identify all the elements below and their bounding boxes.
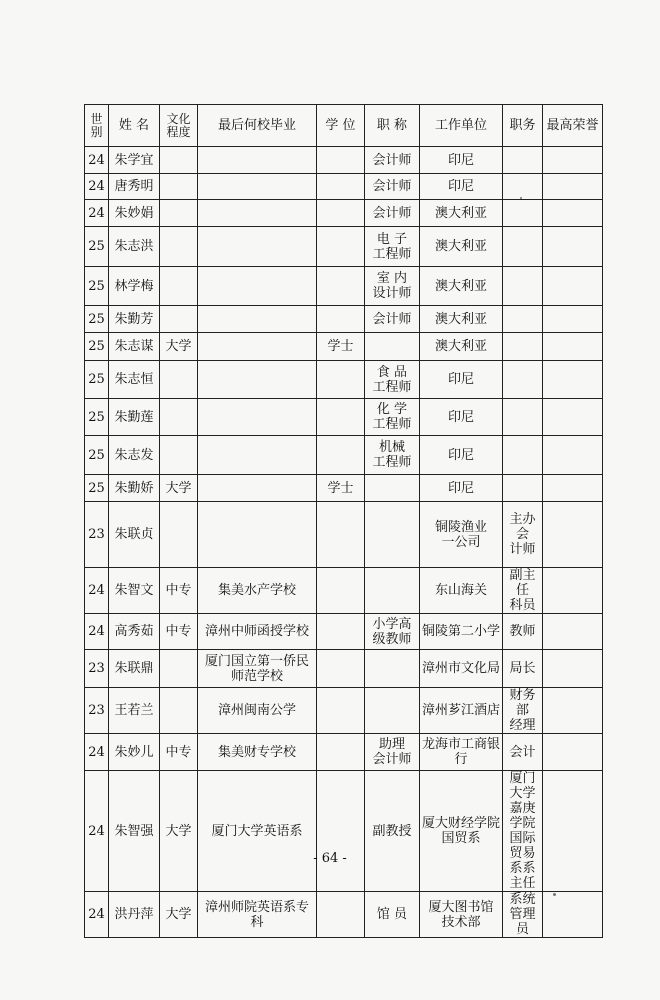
cell-degree	[317, 892, 365, 938]
cell-degree	[317, 174, 365, 200]
cell-school: 集美水产学校	[198, 568, 317, 614]
cell-name: 高秀茹	[109, 614, 160, 650]
cell-degree: 学士	[317, 475, 365, 502]
cell-generation: 23	[85, 650, 109, 688]
cell-education: 中专	[160, 734, 198, 771]
cell-position	[503, 475, 543, 502]
cell-employer: 漳州芗江酒店	[420, 688, 503, 734]
cell-employer: 澳大利亚	[420, 227, 503, 267]
cell-employer: 印尼	[420, 147, 503, 174]
cell-name: 朱勤莲	[109, 399, 160, 436]
cell-education	[160, 267, 198, 306]
cell-position	[503, 147, 543, 174]
cell-generation: 25	[85, 475, 109, 502]
cell-honor	[543, 688, 603, 734]
cell-employer: 澳大利亚	[420, 333, 503, 361]
col-header-position: 职务	[503, 105, 543, 147]
cell-school: 集美财专学校	[198, 734, 317, 771]
cell-title: 室 内 设计师	[365, 267, 420, 306]
cell-school	[198, 306, 317, 333]
cell-honor	[543, 734, 603, 771]
table-row	[85, 568, 603, 614]
cell-title: 电 子 工程师	[365, 227, 420, 267]
cell-title	[365, 650, 420, 688]
table-row	[85, 306, 603, 333]
cell-honor	[543, 502, 603, 568]
cell-school	[198, 267, 317, 306]
cell-name: 朱联贞	[109, 502, 160, 568]
table-row	[85, 436, 603, 475]
cell-name: 朱学宜	[109, 147, 160, 174]
cell-honor	[543, 267, 603, 306]
table-row	[85, 333, 603, 361]
scan-speck	[553, 893, 556, 896]
cell-title	[365, 333, 420, 361]
cell-employer: 印尼	[420, 399, 503, 436]
cell-generation: 25	[85, 436, 109, 475]
cell-employer: 铜陵第二小学	[420, 614, 503, 650]
cell-school	[198, 227, 317, 267]
cell-title: 馆 员	[365, 892, 420, 938]
cell-honor	[543, 771, 603, 892]
cell-title: 化 学 工程师	[365, 399, 420, 436]
table-row	[85, 200, 603, 227]
cell-generation: 23	[85, 688, 109, 734]
cell-honor	[543, 333, 603, 361]
cell-position	[503, 200, 543, 227]
cell-name: 王若兰	[109, 688, 160, 734]
cell-name: 朱勤芳	[109, 306, 160, 333]
cell-position: 财务部 经理	[503, 688, 543, 734]
cell-school	[198, 502, 317, 568]
cell-education	[160, 174, 198, 200]
cell-position	[503, 361, 543, 399]
cell-degree	[317, 267, 365, 306]
table-row	[85, 502, 603, 568]
table-row	[85, 771, 603, 892]
cell-title: 小学高 级教师	[365, 614, 420, 650]
cell-name: 朱志发	[109, 436, 160, 475]
col-header-degree: 学 位	[317, 105, 365, 147]
cell-education	[160, 502, 198, 568]
cell-education	[160, 399, 198, 436]
cell-employer: 龙海市工商银行	[420, 734, 503, 771]
cell-title	[365, 568, 420, 614]
cell-position	[503, 306, 543, 333]
cell-position: 会计	[503, 734, 543, 771]
cell-name: 朱志洪	[109, 227, 160, 267]
cell-generation: 24	[85, 568, 109, 614]
cell-school	[198, 200, 317, 227]
cell-degree	[317, 650, 365, 688]
cell-title: 会计师	[365, 200, 420, 227]
cell-position: 副主任 科员	[503, 568, 543, 614]
cell-position: 教师	[503, 614, 543, 650]
cell-generation: 25	[85, 361, 109, 399]
table-row	[85, 892, 603, 938]
cell-degree	[317, 147, 365, 174]
cell-title	[365, 688, 420, 734]
cell-education	[160, 227, 198, 267]
cell-education: 中专	[160, 614, 198, 650]
cell-education	[160, 650, 198, 688]
cell-position	[503, 399, 543, 436]
cell-education	[160, 436, 198, 475]
cell-name: 洪丹萍	[109, 892, 160, 938]
cell-degree	[317, 306, 365, 333]
cell-education	[160, 147, 198, 174]
cell-position: 系统 管理员	[503, 892, 543, 938]
cell-degree	[317, 399, 365, 436]
cell-honor	[543, 200, 603, 227]
table-row	[85, 614, 603, 650]
cell-title: 副教授	[365, 771, 420, 892]
cell-school	[198, 436, 317, 475]
cell-honor	[543, 399, 603, 436]
cell-employer: 澳大利亚	[420, 306, 503, 333]
table-row	[85, 475, 603, 502]
cell-education: 大学	[160, 333, 198, 361]
cell-honor	[543, 614, 603, 650]
cell-name: 朱志谋	[109, 333, 160, 361]
col-header-honor: 最高荣誉	[543, 105, 603, 147]
cell-name: 朱妙娟	[109, 200, 160, 227]
cell-employer: 厦大财经学院 国贸系	[420, 771, 503, 892]
cell-employer: 印尼	[420, 174, 503, 200]
cell-school	[198, 333, 317, 361]
page-number: - 64 -	[313, 851, 347, 866]
cell-title: 助理 会计师	[365, 734, 420, 771]
cell-generation: 24	[85, 174, 109, 200]
cell-generation: 24	[85, 147, 109, 174]
col-header-generation: 世 别	[85, 105, 109, 147]
cell-education	[160, 306, 198, 333]
cell-school	[198, 361, 317, 399]
cell-title	[365, 502, 420, 568]
header-row	[85, 105, 603, 147]
cell-honor	[543, 147, 603, 174]
cell-honor	[543, 475, 603, 502]
cell-degree	[317, 436, 365, 475]
cell-school: 漳州闽南公学	[198, 688, 317, 734]
cell-education	[160, 361, 198, 399]
cell-position	[503, 267, 543, 306]
cell-name: 朱勤娇	[109, 475, 160, 502]
cell-school: 漳州师院英语系专科	[198, 892, 317, 938]
cell-degree	[317, 502, 365, 568]
cell-education: 大学	[160, 771, 198, 892]
cell-education: 大学	[160, 475, 198, 502]
cell-employer: 漳州市文化局	[420, 650, 503, 688]
cell-honor	[543, 306, 603, 333]
cell-generation: 25	[85, 227, 109, 267]
col-header-title: 职 称	[365, 105, 420, 147]
cell-honor	[543, 227, 603, 267]
cell-employer: 铜陵渔业 一公司	[420, 502, 503, 568]
cell-generation: 24	[85, 771, 109, 892]
cell-name: 朱志恒	[109, 361, 160, 399]
cell-school	[198, 147, 317, 174]
cell-generation: 24	[85, 614, 109, 650]
cell-title: 食 品 工程师	[365, 361, 420, 399]
cell-generation: 24	[85, 734, 109, 771]
cell-degree	[317, 568, 365, 614]
table-row	[85, 734, 603, 771]
roster-body	[85, 147, 603, 938]
cell-honor	[543, 436, 603, 475]
cell-degree	[317, 227, 365, 267]
cell-name: 朱智文	[109, 568, 160, 614]
cell-degree	[317, 200, 365, 227]
cell-degree	[317, 771, 365, 892]
cell-title: 会计师	[365, 147, 420, 174]
table-row	[85, 361, 603, 399]
cell-position	[503, 436, 543, 475]
cell-position: 局长	[503, 650, 543, 688]
cell-title: 会计师	[365, 306, 420, 333]
cell-honor	[543, 361, 603, 399]
cell-name: 林学梅	[109, 267, 160, 306]
cell-employer: 印尼	[420, 475, 503, 502]
cell-school: 漳州中师函授学校	[198, 614, 317, 650]
cell-position: 厦门大学嘉庚学院 国际贸易系系主任	[503, 771, 543, 892]
cell-employer: 厦大图书馆 技术部	[420, 892, 503, 938]
cell-name: 朱智强	[109, 771, 160, 892]
table-row	[85, 147, 603, 174]
cell-employer: 印尼	[420, 436, 503, 475]
cell-name: 朱妙儿	[109, 734, 160, 771]
cell-school	[198, 174, 317, 200]
table-row	[85, 688, 603, 734]
cell-generation: 23	[85, 502, 109, 568]
cell-honor	[543, 892, 603, 938]
cell-generation: 25	[85, 306, 109, 333]
cell-generation: 24	[85, 200, 109, 227]
cell-honor	[543, 650, 603, 688]
table-row	[85, 174, 603, 200]
cell-honor	[543, 174, 603, 200]
cell-generation: 25	[85, 267, 109, 306]
table-row	[85, 227, 603, 267]
cell-name: 唐秀明	[109, 174, 160, 200]
cell-degree	[317, 361, 365, 399]
cell-position: 主办会 计师	[503, 502, 543, 568]
cell-degree	[317, 688, 365, 734]
cell-school: 厦门国立第一侨民 师范学校	[198, 650, 317, 688]
col-header-school: 最后何校毕业	[198, 105, 317, 147]
col-header-employer: 工作单位	[420, 105, 503, 147]
cell-title: 机械 工程师	[365, 436, 420, 475]
cell-position	[503, 227, 543, 267]
cell-employer: 澳大利亚	[420, 267, 503, 306]
cell-employer: 印尼	[420, 361, 503, 399]
cell-name: 朱联鼎	[109, 650, 160, 688]
cell-generation: 25	[85, 399, 109, 436]
roster-table	[84, 104, 603, 938]
cell-school	[198, 475, 317, 502]
scan-speck	[520, 197, 522, 199]
cell-position	[503, 333, 543, 361]
cell-title	[365, 475, 420, 502]
cell-title: 会计师	[365, 174, 420, 200]
cell-generation: 24	[85, 892, 109, 938]
cell-employer: 东山海关	[420, 568, 503, 614]
cell-degree	[317, 614, 365, 650]
table-row	[85, 399, 603, 436]
col-header-name: 姓 名	[109, 105, 160, 147]
table-row	[85, 267, 603, 306]
cell-degree: 学士	[317, 333, 365, 361]
cell-school	[198, 399, 317, 436]
col-header-education: 文化 程度	[160, 105, 198, 147]
cell-generation: 25	[85, 333, 109, 361]
cell-education: 中专	[160, 568, 198, 614]
cell-education	[160, 688, 198, 734]
cell-position	[503, 174, 543, 200]
cell-school: 厦门大学英语系	[198, 771, 317, 892]
cell-honor	[543, 568, 603, 614]
cell-employer: 澳大利亚	[420, 200, 503, 227]
cell-education	[160, 200, 198, 227]
cell-education: 大学	[160, 892, 198, 938]
cell-degree	[317, 734, 365, 771]
table-row	[85, 650, 603, 688]
